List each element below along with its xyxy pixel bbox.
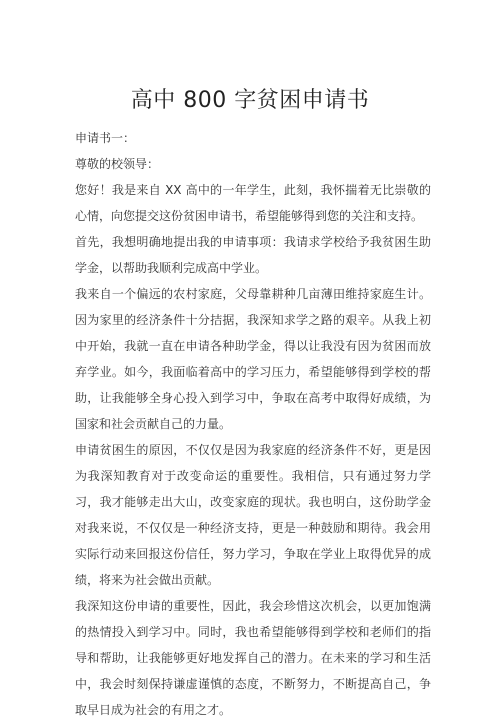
paragraph-background: 我来自一个偏远的农村家庭，父母靠耕种几亩薄田维持家庭生计。因为家里的经济条件十分拮据，我深知求学之路的艰辛。从我上初中开始，我就一直在申请各种助学金，得以让我没有因为贫困而放弃学业。如今，我面临着高中的学习压力，希望能够得到学校的帮助，让我能够全身心投入到学习中，争取在高考中取得好成绩，为国家和社会贡献自己的力量。 (75, 287, 431, 431)
document-body (75, 125, 431, 723)
paragraph-greeting: 您好！我是来自 XX 高中的一年学生，此刻，我怀揣着无比崇敬的心情，向您提交这份贫困申请书，希望能够得到您的关注和支持。 (75, 183, 431, 223)
salutation: 尊敬的校领导： (75, 157, 160, 171)
paragraph-commitment: 我深知这份申请的重要性，因此，我会珍惜这次机会，以更加饱满的热情投入到学习中。同时，我也希望能够得到学校和老师们的指导和帮助，让我能够更好地发挥自己的潜力。在未来的学习和生活中，我会时刻保持谦虚谨慎的态度，不断努力，不断提高自己，争取早日成为社会的有用之才。 (75, 599, 431, 717)
section-label: 申请书一： (75, 131, 136, 145)
paragraph-reason: 申请贫困生的原因，不仅仅是因为我家庭的经济条件不好，更是因为我深知教育对于改变命运的重要性。我相信，只有通过努力学习，我才能够走出大山，改变家庭的现状。我也明白，这份助学金对我来说，不仅仅是一种经济支持，更是一种鼓励和期待。我会用实际行动来回报这份信任，努力学习，争取在学业上取得优异的成绩，将来为社会做出贡献。 (75, 443, 431, 587)
document-title: 高中 800 字贫困申请书 (130, 88, 370, 113)
paragraph-request: 首先，我想明确地提出我的申请事项：我请求学校给予我贫困生助学金，以帮助我顺利完成高中学业。 (75, 235, 431, 275)
